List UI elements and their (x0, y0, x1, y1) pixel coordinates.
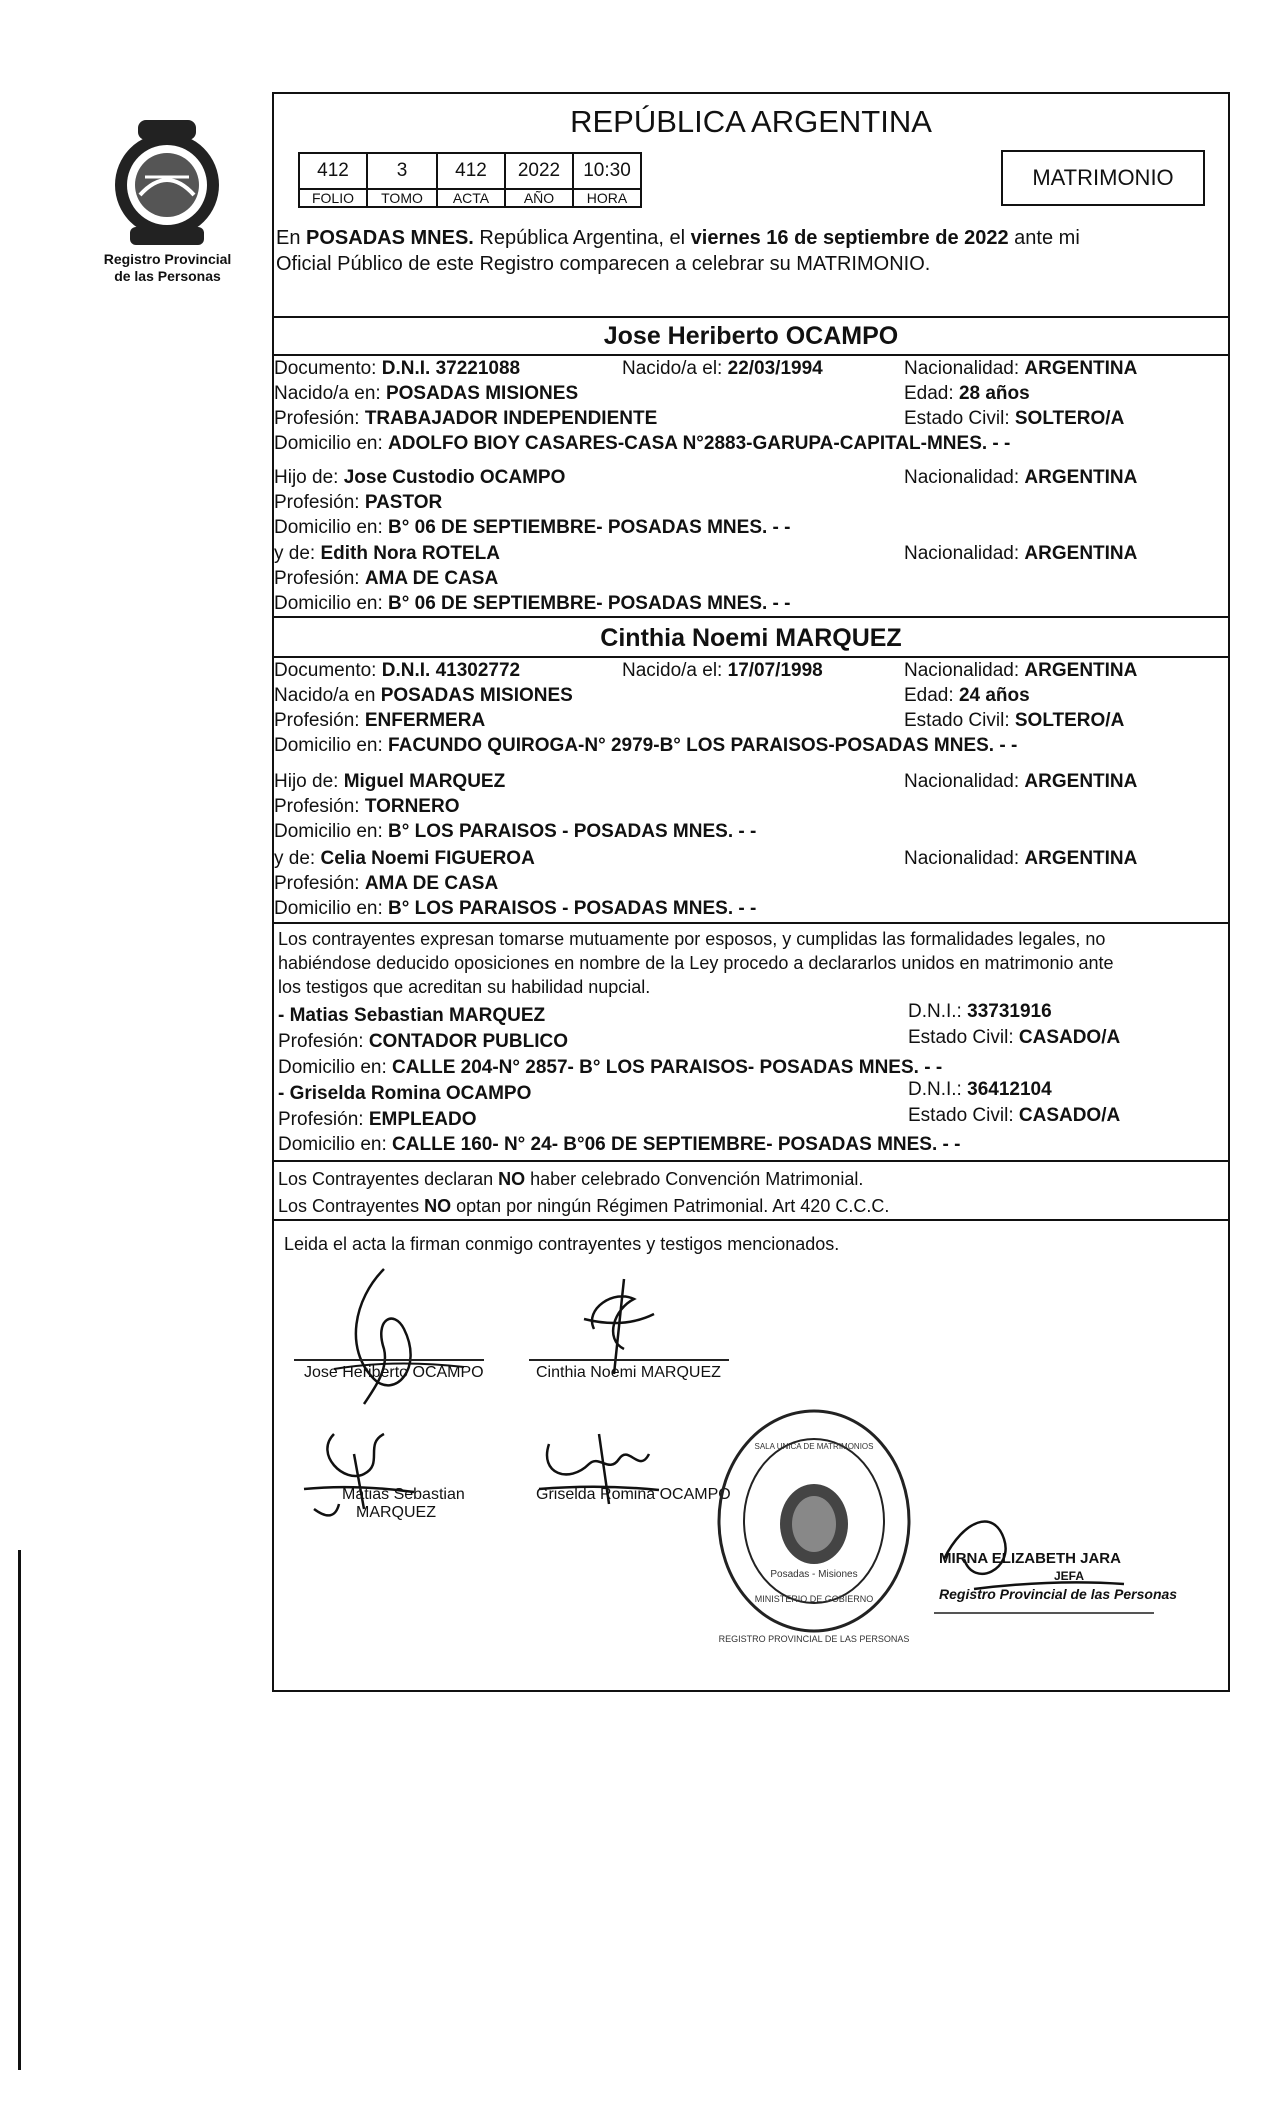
groom-address (274, 432, 1010, 456)
signature-label-groom: Jose Heriberto OCAMPO (304, 1364, 484, 1381)
label: Nacido/a el: (622, 660, 728, 681)
signatures-lead: Leida el acta la firman conmigo contrayentes y testigos mencionados. (284, 1234, 840, 1254)
bride-father-nationality (904, 770, 1137, 794)
certificate-frame (272, 92, 1230, 1692)
signature-bride-icon (554, 1269, 674, 1379)
label: Estado Civil: (908, 1105, 1019, 1126)
declaration-line-3: los testigos que acreditan su habilidad nupcial. (278, 977, 651, 997)
bride-nationality-value: ARGENTINA (1024, 660, 1138, 681)
bride-name: Cinthia Noemi MARQUEZ (600, 624, 902, 652)
label: Domicilio en: (274, 517, 389, 538)
meta-values-row (299, 153, 641, 189)
bride-age-value: 24 años (958, 685, 1030, 706)
label: Domicilio en: (274, 735, 389, 756)
document-type-box (1001, 150, 1205, 206)
label: Nacionalidad: (904, 467, 1025, 488)
witness-1-dni (908, 1000, 1052, 1024)
bride-profession-value: ENFERMERA (364, 710, 486, 731)
groom-mother-profession (274, 567, 498, 591)
groom-mother-address (274, 592, 790, 616)
value: CONTADOR PUBLICO (368, 1031, 568, 1052)
official-name: MIRNA ELIZABETH JARA (939, 1550, 1121, 1567)
witness-2-civil-status (908, 1104, 1120, 1128)
value: EMPLEADO (368, 1109, 477, 1130)
intro-date: viernes 16 de septiembre de 2022 (690, 227, 1009, 249)
bride-mother-profession (274, 872, 498, 896)
groom-birthdate (622, 357, 823, 381)
folio-label: FOLIO (299, 189, 367, 207)
official-role: JEFA (1054, 1569, 1085, 1583)
label: Profesión: (278, 1031, 369, 1052)
groom-nationality-value: ARGENTINA (1024, 358, 1138, 379)
convention-line-1 (278, 1167, 863, 1191)
intro-line-2: Oficial Público de este Registro comparecen a celebrar su MATRIMONIO. (276, 253, 931, 275)
label: Domicilio en: (274, 593, 389, 614)
groom-address-value: ADOLFO BIOY CASARES-CASA N°2883-GARUPA-CAPITAL-MNES. - - (388, 433, 1011, 454)
label: Estado Civil: (908, 1027, 1019, 1048)
label: D.N.I.: (908, 1001, 968, 1022)
acta-label: ACTA (437, 189, 505, 207)
witness-1-name: - Matias Sebastian MARQUEZ (278, 1005, 546, 1026)
label: Nacionalidad: (904, 543, 1025, 564)
label: Profesión: (274, 710, 365, 731)
stamp-inner-text: SALA UNICA DE MATRIMONIOS (754, 1442, 874, 1451)
divider (274, 354, 1228, 356)
label: Hijo de: (274, 467, 344, 488)
intro-city: POSADAS MNES. (306, 227, 474, 249)
label: Nacido/a el: (622, 358, 728, 379)
label: y de: (274, 848, 321, 869)
groom-age-value: 28 años (958, 383, 1030, 404)
value: AMA DE CASA (364, 873, 499, 894)
registry-meta-table (298, 152, 642, 208)
divider (274, 316, 1228, 318)
label: Profesión: (278, 1109, 369, 1130)
bride-birthdate (622, 659, 823, 683)
label: Documento: (274, 358, 382, 379)
signature-groom-icon (314, 1259, 474, 1409)
label: Nacionalidad: (904, 358, 1025, 379)
value: CALLE 160- N° 24- B°06 DE SEPTIEMBRE- POSADAS MNES. - - (392, 1134, 961, 1155)
divider (274, 616, 1228, 618)
bride-document (274, 659, 520, 683)
groom-document (274, 357, 520, 381)
groom-civil-status (904, 407, 1124, 431)
bride-mother-address (274, 897, 756, 921)
groom-father (274, 466, 565, 490)
bride-address (274, 734, 1017, 758)
coat-of-arms-icon (100, 115, 235, 250)
hora-label: HORA (573, 189, 641, 207)
value: ARGENTINA (1024, 467, 1138, 488)
groom-civil-status-value: SOLTERO/A (1014, 408, 1125, 429)
logo-line-1: Registro Provincial (103, 251, 232, 267)
value: CASADO/A (1018, 1105, 1121, 1126)
value: B° LOS PARAISOS - POSADAS MNES. - - (388, 898, 757, 919)
groom-nationality (904, 357, 1137, 381)
groom-birthplace-value: POSADAS MISIONES (385, 383, 579, 404)
signature-line (529, 1359, 729, 1361)
label: Nacido/a en (274, 685, 381, 706)
folio-value: 412 (299, 153, 367, 189)
stamp-outer-text: REGISTRO PROVINCIAL DE LAS PERSONAS (718, 1634, 910, 1644)
declaration-line-1: Los contrayentes expresan tomarse mutuamente por esposos, y cumplidas las formalidades legales, no (278, 929, 1106, 949)
witness-1-address (278, 1056, 942, 1080)
emphasis: NO (498, 1169, 526, 1189)
value: B° LOS PARAISOS - POSADAS MNES. - - (388, 821, 757, 842)
official-office: Registro Provincial de las Personas (939, 1586, 1178, 1602)
tomo-label: TOMO (367, 189, 437, 207)
groom-age (904, 382, 1030, 406)
anio-value: 2022 (505, 153, 573, 189)
witness-2-profession (278, 1108, 477, 1132)
divider (274, 1160, 1228, 1162)
label: Profesión: (274, 492, 365, 513)
text: optan por ningún Régimen Patrimonial. Art 420 C.C.C. (451, 1196, 890, 1216)
label: Nacionalidad: (904, 771, 1025, 792)
intro-text-a: En (276, 227, 307, 249)
signature-label-witness-2: Griselda Romina OCAMPO (536, 1486, 731, 1503)
label: Nacionalidad: (904, 660, 1025, 681)
divider (274, 1219, 1228, 1221)
label: Nacionalidad: (904, 848, 1025, 869)
bride-civil-status (904, 709, 1124, 733)
value: TORNERO (364, 796, 460, 817)
label: Nacido/a en: (274, 383, 386, 404)
text: haber celebrado Convención Matrimonial. (525, 1169, 864, 1189)
label: Profesión: (274, 408, 365, 429)
label: Hijo de: (274, 771, 344, 792)
value: AMA DE CASA (364, 568, 499, 589)
label: Profesión: (274, 568, 365, 589)
value: ARGENTINA (1024, 771, 1138, 792)
groom-birthdate-value: 22/03/1994 (727, 358, 823, 379)
intro-line-1 (276, 226, 1080, 250)
hora-value: 10:30 (573, 153, 641, 189)
bride-profession (274, 709, 485, 733)
bride-father-address (274, 820, 756, 844)
bride-nationality (904, 659, 1137, 683)
bride-dni: D.N.I. 41302772 (381, 660, 521, 681)
document-type-label: MATRIMONIO (1032, 165, 1174, 190)
label: Domicilio en: (274, 898, 389, 919)
value: ARGENTINA (1024, 543, 1138, 564)
label: Domicilio en: (278, 1057, 393, 1078)
label: Profesión: (274, 873, 365, 894)
value: B° 06 DE SEPTIEMBRE- POSADAS MNES. - - (388, 593, 791, 614)
witness-1-profession (278, 1030, 568, 1054)
margin-rule (18, 1550, 21, 2070)
groom-father-value: Jose Custodio OCAMPO (343, 467, 566, 488)
label: y de: (274, 543, 321, 564)
signature-line (294, 1359, 484, 1361)
meta-labels-row (299, 189, 641, 207)
bride-mother-value: Celia Noemi FIGUEROA (320, 848, 535, 869)
groom-dni: D.N.I. 37221088 (381, 358, 521, 379)
stamp-bottom-text: MINISTERIO DE GOBIERNO (754, 1594, 874, 1604)
groom-profession (274, 407, 657, 431)
groom-father-profession (274, 491, 442, 515)
convention-line-2 (278, 1194, 889, 1218)
bride-address-value: FACUNDO QUIROGA-N° 2979-B° LOS PARAISOS-POSADAS MNES. - - (388, 735, 1018, 756)
groom-father-address (274, 516, 790, 540)
signature-label-bride: Cinthia Noemi MARQUEZ (536, 1364, 721, 1381)
bride-birthplace (274, 684, 573, 708)
value: 33731916 (967, 1001, 1052, 1022)
bride-father-profession (274, 795, 460, 819)
witness-1-civil-status (908, 1026, 1120, 1050)
anio-label: AÑO (505, 189, 573, 207)
divider (274, 922, 1228, 924)
groom-father-nationality (904, 466, 1137, 490)
value: 36412104 (967, 1079, 1052, 1100)
intro-text-e: ante mi (1008, 227, 1080, 249)
bride-birthplace-value: POSADAS MISIONES (380, 685, 573, 706)
logo-line-2: de las Personas (114, 268, 221, 284)
groom-profession-value: TRABAJADOR INDEPENDIENTE (364, 408, 658, 429)
bride-mother (274, 847, 535, 871)
witness-2-name: - Griselda Romina OCAMPO (278, 1083, 532, 1104)
value: ARGENTINA (1024, 848, 1138, 869)
tomo-value: 3 (367, 153, 437, 189)
intro-text-c: República Argentina, el (473, 227, 691, 249)
bride-mother-nationality (904, 847, 1137, 871)
label: D.N.I.: (908, 1079, 968, 1100)
signature-label-witness-1-surname: MARQUEZ (356, 1504, 436, 1521)
stamp-city-text: Posadas - Misiones (770, 1569, 858, 1580)
value: CALLE 204-N° 2857- B° LOS PARAISOS- POSADAS MNES. - - (392, 1057, 943, 1078)
bride-birthdate-value: 17/07/1998 (727, 660, 823, 681)
signature-label-witness-1: Matias Sebastian (342, 1486, 465, 1503)
bride-father-value: Miguel MARQUEZ (343, 771, 506, 792)
label: Profesión: (274, 796, 365, 817)
groom-birthplace (274, 382, 578, 406)
signature-line (934, 1612, 1154, 1614)
label: Estado Civil: (904, 408, 1015, 429)
groom-mother-nationality (904, 542, 1137, 566)
label: Edad: (904, 383, 959, 404)
text: Los Contrayentes (278, 1196, 425, 1216)
groom-name: Jose Heriberto OCAMPO (603, 322, 899, 350)
witness-2-dni (908, 1078, 1052, 1102)
emphasis: NO (424, 1196, 452, 1216)
bride-civil-status-value: SOLTERO/A (1014, 710, 1125, 731)
label: Domicilio en: (274, 821, 389, 842)
registry-logo (100, 115, 235, 295)
value: PASTOR (364, 492, 443, 513)
value: CASADO/A (1018, 1027, 1121, 1048)
bride-age (904, 684, 1030, 708)
groom-mother-value: Edith Nora ROTELA (320, 543, 500, 564)
declaration-line-2: habiéndose deducido oposiciones en nombre de la Ley procedo a declararlos unidos en matrimonio ante (278, 953, 1114, 973)
bride-father (274, 770, 505, 794)
label: Documento: (274, 660, 382, 681)
acta-value: 412 (437, 153, 505, 189)
divider (274, 656, 1228, 658)
witness-2-address (278, 1133, 960, 1157)
text: Los Contrayentes declaran (278, 1169, 499, 1189)
label: Edad: (904, 685, 959, 706)
value: B° 06 DE SEPTIEMBRE- POSADAS MNES. - - (388, 517, 791, 538)
label: Domicilio en: (278, 1134, 393, 1155)
label: Estado Civil: (904, 710, 1015, 731)
page-title: REPÚBLICA ARGENTINA (570, 104, 932, 139)
label: Domicilio en: (274, 433, 389, 454)
groom-mother (274, 542, 500, 566)
